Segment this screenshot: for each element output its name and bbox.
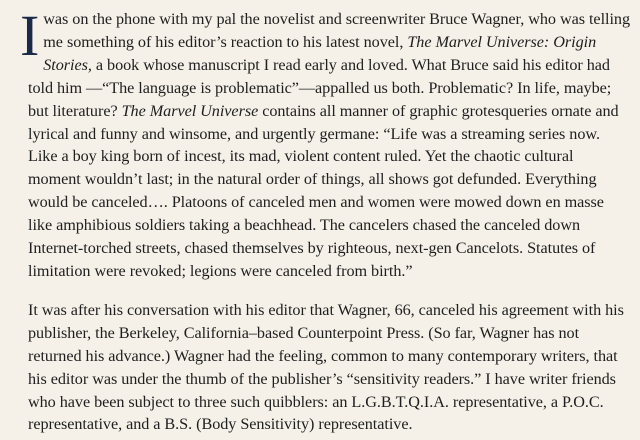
drop-cap: I [20,3,40,68]
book-title-short: The Marvel Universe [121,101,259,120]
paragraph-1-text-c: contains all manner of graphic grotesqueries ornate and lyrical and funny and winsome, and urgently germane: “Life was a streaming series now. Like a boy king born of incest, its mad, violent content ruled. Yet the chaotic cultural moment wouldn’t last; in the natural order of things, all shows got defunded. Everything would be canceled…. Platoons of canceled men and women were mowed down en masse like amphibious soldiers taking a beachhead. The cancelers chased the canceled down Internet-torched streets, chased themselves by righteous, next-gen Cancelots. Statutes of limitation were revoked; legions were canceled from birth.” [28,101,619,280]
paragraph-1-text-b: a book whose manuscript I read early and loved. What Bruce said his editor had told him —“The language is problematic”—appalled us both. Problematic? In life, maybe; but literature? [28,55,612,120]
paragraph-2: It was after his conversation with his editor that Wagner, 66, canceled his agreement with his publisher, the Berkeley, California–based Counterpoint Press. (So far, Wagner has not returned his advance.) Wagner had the feeling, common to many contemporary writers, that his editor was under the thumb of the publisher’s “sensitivity readers.” I have writer friends who have been subject to three such quibblers: an L.G.B.T.Q.I.A. representative, a P.O.C. representative, and a B.S. (Body Sensitivity) representative. [28,300,624,434]
paragraph-1 [20,3,631,283]
book-title: The Marvel Universe: Origin Stories, [43,32,597,74]
paragraph-1-text-a: was on the phone with my pal the novelist and screenwriter Bruce Wagner, who was telling me something of his editor’s reaction to his latest novel, [43,10,631,51]
